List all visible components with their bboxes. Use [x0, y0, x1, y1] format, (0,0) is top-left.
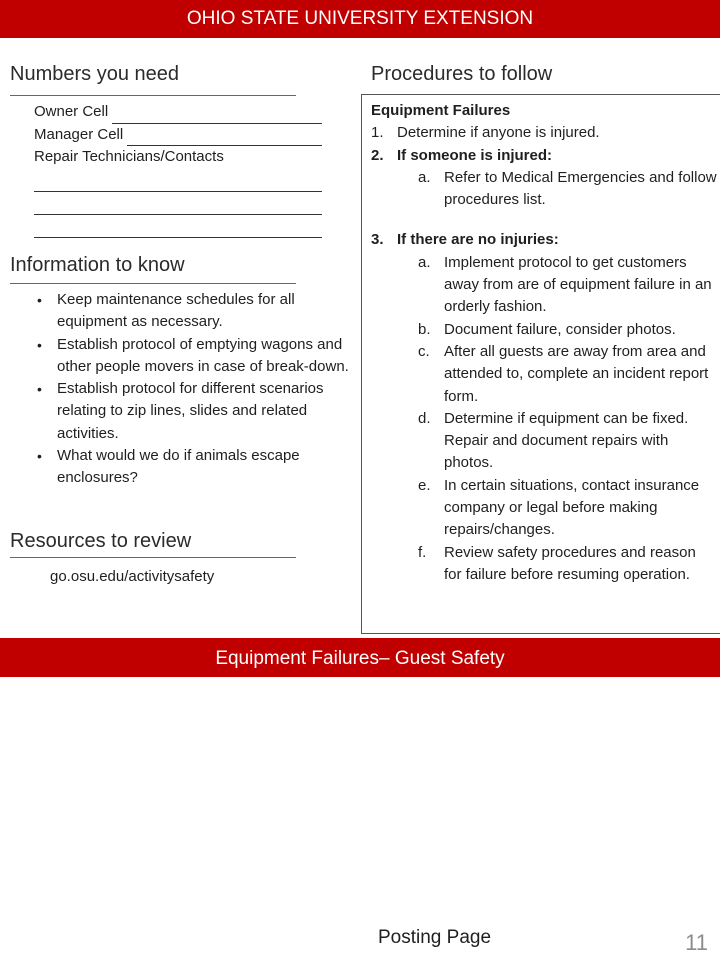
substep-letter: c. [418, 342, 430, 360]
manager-cell-blank [127, 130, 322, 146]
substep-letter: d. [418, 409, 431, 427]
resource-link[interactable]: go.osu.edu/activitysafety [50, 568, 215, 585]
resources-heading-rule [10, 557, 296, 558]
procedure-substep [371, 319, 717, 341]
repair-contacts-label: Repair Technicians/Contacts [34, 148, 224, 165]
substep-text: Implement protocol to get customers away from are of equipment failure in an orderly fashion. [444, 253, 712, 316]
procedure-step [371, 122, 717, 144]
substep-text: Document failure, consider photos. [444, 320, 676, 338]
substep-letter: e. [418, 476, 431, 494]
manager-cell-row [34, 124, 322, 147]
procedure-substep [371, 252, 717, 319]
contact-blank-line [34, 215, 322, 238]
procedures-box [361, 94, 720, 634]
procedures-heading: Procedures to follow [371, 63, 553, 85]
info-list-item: • Establish protocol for different scenarios relating to zip lines, slides and related activities. [57, 378, 362, 445]
header-title: OHIO STATE UNIVERSITY EXTENSION [186, 8, 534, 29]
contact-blank-line [34, 169, 322, 192]
numbers-heading: Numbers you need [10, 63, 179, 85]
info-list-item: • Establish protocol of emptying wagons and other people movers in case of break-down. [57, 334, 362, 379]
substep-text: In certain situations, contact insurance company or legal before making repairs/changes. [444, 476, 700, 539]
substep-letter: b. [418, 320, 431, 338]
procedure-step [371, 229, 717, 251]
substep-letter: a. [418, 168, 431, 186]
info-list-item: • Keep maintenance schedules for all equipment as necessary. [57, 289, 362, 334]
repair-contacts-row [34, 146, 334, 169]
procedure-substep [371, 408, 717, 475]
manager-cell-label: Manager Cell [34, 125, 124, 143]
numbers-heading-rule [10, 95, 296, 96]
step-number: 1. [371, 124, 384, 142]
substep-text: Review safety procedures and reason for failure before resuming operation. [444, 543, 696, 583]
substep-text: After all guests are away from area and attended to, complete an incident report form. [444, 342, 709, 405]
topic-title: Equipment Failures– Guest Safety [215, 648, 505, 669]
owner-cell-blank [112, 108, 322, 124]
info-heading: Information to know [10, 254, 185, 276]
substep-text: Determine if equipment can be fixed. Repair and document repairs with photos. [444, 409, 689, 472]
posting-page-label: Posting Page [378, 927, 492, 948]
procedure-substep [371, 475, 717, 542]
owner-cell-row [34, 101, 322, 124]
contact-blank-line [34, 192, 322, 215]
page-number: 11 [685, 930, 708, 955]
numbers-block [34, 101, 334, 238]
resources-heading: Resources to review [10, 530, 192, 552]
substep-text: Refer to Medical Emergencies and follow procedures list. [444, 168, 717, 209]
owner-cell-label: Owner Cell [34, 103, 109, 120]
substep-letter: f. [418, 543, 427, 561]
info-list [34, 289, 362, 490]
header-banner [0, 0, 720, 38]
substep-letter: a. [418, 253, 431, 271]
info-list-item: • What would we do if animals escape enclosures? [57, 445, 362, 490]
info-heading-rule [10, 283, 296, 284]
procedure-substep [371, 341, 717, 408]
procedure-substep [371, 167, 717, 212]
procedures-title: Equipment Failures [371, 102, 511, 119]
step-text: If someone is injured: [397, 146, 553, 164]
topic-banner [0, 638, 720, 677]
procedure-substep [371, 542, 717, 587]
step-text: If there are no injuries: [397, 231, 559, 249]
step-number: 2. [371, 146, 384, 164]
step-text: Determine if anyone is injured. [397, 124, 600, 142]
step-number: 3. [371, 231, 384, 249]
procedure-step [371, 145, 717, 167]
